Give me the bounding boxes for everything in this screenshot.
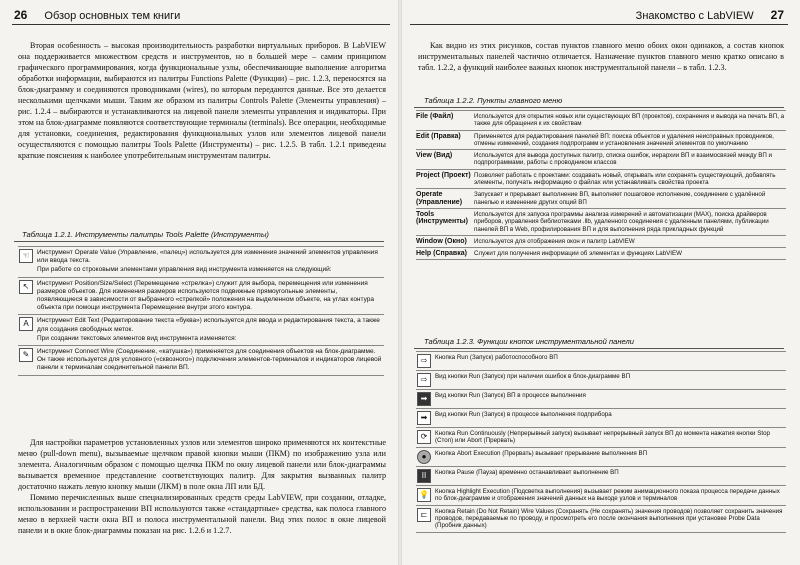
- paragraph: Помимо перечисленных выше специализированных средств среды LabVIEW, при создании, отладке, использовании и распространении ВП используются также «стандартные» средства, как полоса главного меню в верхней части окна ВП и полоса инструментальной панели. Вид этих полос в окне лицевой панели и в окне блок-диаграммы показан на рис. 1.2.6 и 1.2.7.: [18, 493, 386, 535]
- tool-description: Инструмент Connect Wire (Соединение, «катушка») применяется для соединения объектов на блок-диаграмме. Он также используется для условного («сквозного») подключения элементов-терминалов и индикаторов лицевой панели к терминалам соединительной панели ВП.: [37, 348, 382, 372]
- tool-description: Инструмент Operate Value (Управление, «палец») используется для изменения значений элементов управления или ввода текста.: [37, 249, 378, 265]
- text-tool-icon: A: [19, 317, 33, 331]
- table-row: [416, 169, 786, 189]
- operate-value-icon: ☜: [19, 249, 33, 263]
- menu-item-name: Tools (Инструменты): [416, 210, 468, 226]
- menu-item-description: Служит для получения информации об элементах и функциях LabVIEW: [474, 250, 682, 258]
- arrow-cursor-icon: ↖: [19, 280, 33, 294]
- table-row: [416, 427, 786, 447]
- table-row: [416, 188, 786, 208]
- table-row: [416, 130, 786, 150]
- table-caption: Таблица 1.2.3. Функции кнопок инструментальной панели: [424, 337, 635, 346]
- closing-text: [18, 437, 386, 536]
- caption-rule: [414, 348, 784, 349]
- button-description: Кнопка Run (Запуск) работоспособного ВП: [435, 354, 558, 361]
- right-page: [400, 0, 800, 565]
- button-description: Кнопка Highlight Execution (Подсветка выполнения) вызывает режим анимационного показа процесса передачи данных по блок-диаграмме и отображения значений данных на выходе узлов и терминалов: [435, 487, 780, 503]
- main-menu-table: [416, 110, 786, 260]
- table-row: [416, 485, 786, 505]
- paragraph: Как видно из этих рисунков, состав пунктов главного меню обоих окон одинаков, а состав кнопок инструментальных панелей частично отличается. Назначение пунктов главного меню кратко описано в табл. 1.2.2, а функций наиболее важных кнопок инструментальной панели – в табл. 1.2.3.: [418, 41, 784, 72]
- abort-execution-icon: ●: [417, 450, 431, 464]
- caption-rule: [414, 107, 784, 108]
- menu-item-description: Используется для вывода доступных палитр, списка ошибок, иерархии ВП и взаимосвязей между ВП и подпрограммами, работы с проводником классов: [474, 152, 773, 167]
- tool-description: Инструмент Edit Text (Редактирование текста «буква») используется для ввода и редактирования текста, а также для создания свободных меток.: [37, 317, 380, 333]
- table-row: [416, 235, 786, 247]
- running-arrow-icon: ➡: [417, 392, 431, 406]
- running-head: Обзор основных тем книги: [44, 10, 181, 22]
- table-row: [18, 246, 384, 277]
- table-row: [416, 408, 786, 427]
- table-row: [18, 345, 384, 376]
- table-row: [416, 208, 786, 235]
- table-row: [416, 247, 786, 260]
- menu-item-name: View (Вид): [416, 152, 453, 160]
- table-row: [416, 505, 786, 533]
- page-number: 27: [770, 8, 784, 22]
- menu-item-description: Применяется для редактирования панелей ВП: поиска объектов и удаления неисправных проводников, отмены изменений, создания подпрограмм и установления значений элементов по умолчанию: [474, 132, 774, 147]
- table-row: [416, 466, 786, 485]
- table-row: [416, 149, 786, 169]
- pause-icon: II: [417, 469, 431, 483]
- table-row: [416, 351, 786, 370]
- menu-item-description: Используется для открытия новых или существующих ВП (проектов), сохранения и вывода на печать ВП, а также для обращения к их свойствам: [474, 113, 785, 128]
- button-description: Вид кнопки Run (Запуск) при наличии ошибок в блок-диаграмме ВП: [435, 373, 631, 380]
- menu-item-description: Используется для запуска программы анализа измерений и автоматизации (MAX), поиска драйверов приборов, управления библиотеками .llb, удаленного соединения с удаленным панелями, публикации панелей ВП в Web, профилирования ВП и для выполнения ряда прикладных функций: [474, 210, 769, 233]
- button-description: Кнопка Retain (Do Not Retain) Wire Values (Сохранять (Не сохранять) значения проводов) позволяет сохранить значения проводов, передаваемые по проводу, и просмотреть его после окончания выполнения при установке Probe Data (Пробник данных): [435, 507, 783, 530]
- table-row: [416, 110, 786, 130]
- running-head: Знакомство с LabVIEW: [635, 10, 754, 22]
- button-description: Кнопка Pause (Пауза) временно останавливает выполнение ВП: [435, 468, 619, 476]
- caption-rule: [14, 241, 384, 242]
- intro-text: [418, 40, 784, 73]
- tool-note: При работе со строковыми элементами управления вид инструмента изменяется на следующий:: [37, 266, 332, 274]
- header-rule: [410, 24, 788, 25]
- toolbar-buttons-table: [416, 351, 786, 533]
- wire-spool-icon: ✎: [19, 348, 33, 362]
- broken-run-arrow-icon: ⇨: [417, 373, 431, 387]
- tool-note: При создании текстовых элементов вид инструмента изменяется:: [37, 334, 237, 342]
- button-description: Вид кнопки Run (Запуск) ВП в процессе выполнения: [435, 392, 586, 399]
- menu-item-name: Window (Окно): [416, 237, 467, 245]
- table-caption: Таблица 1.2.1. Инструменты палитры Tools Palette (Инструменты): [22, 230, 269, 239]
- intro-text: [18, 40, 386, 161]
- paragraph: Для настройки параметров установленных узлов или элементов широко применяются их контекстные меню (pull-down menu), вызываемые щелчком правой кнопки мыши (ПКМ) по изображению узла или элемента. Аналогичным образом с помощью щелчка ПКМ по окну лицевой панели или блок-диаграммы вызывается временное представление соответствующих палитр. Для закрытия вызванных палитр достаточно нажать левую кнопку мыши (ЛКМ) в поле окна ЛП или БД.: [18, 438, 386, 491]
- right-page-header: [636, 8, 784, 22]
- menu-item-description: Используется для отображения окон и палитр LabVIEW: [474, 237, 635, 245]
- header-rule: [12, 24, 390, 25]
- table-row: [416, 370, 786, 389]
- table-row: [416, 389, 786, 408]
- menu-item-description: Позволяет работать с проектами: создавать новый, открывать или сохранять существующий, добавлять элементы, получать информацию о файлах или устанавливать свойства проекта: [474, 171, 776, 187]
- paragraph: Вторая особенность – высокая производительность разработки виртуальных приборов. В LabVIEW она поддерживается множеством средств и инструментов, но в большей мере – самим принципом графического программирования, когда функциональные узлы, обеспечивающие выполнение алгоритма обработки информации, выбираются из палитры Functions Palette (Функции) – рис. 1.2.3, переносятся на блок-диаграмму и соединяются проводниками (wires), по которым передаются данные. Все это делается несколькими щелчками мыши. Таким же образом из палитры Controls Palette (Элементы управления) – рис. 1.2.4 – выбираются и устанавливаются на лицевой панели элементы управления и индикаторы. При этом на блок-диаграмме появляются соответствующие терминалы (terminals). Все операции, необходимые для установки, соединения, редактирования функциональных узлов или элементов лицевой панели осуществляются с помощью палитры Tools Palette (Инструменты) – рис. 1.2.5. В табл. 1.2.1 приведены краткие пояснения к наиболее употребительным инструментам палитры.: [18, 41, 386, 160]
- table-row: [416, 447, 786, 466]
- retain-wire-values-icon: ⊏: [417, 508, 431, 522]
- menu-item-description: Запускает и прерывает выполнение ВП, выполняет пошаговое исполнение, соединение с удалённой панелью и изменение других опций ВП: [474, 191, 766, 206]
- run-continuously-icon: ⟳: [417, 430, 431, 444]
- run-arrow-icon: ⇨: [417, 354, 431, 368]
- table-caption: Таблица 1.2.2. Пункты главного меню: [424, 96, 563, 105]
- left-page-header: [14, 8, 180, 22]
- menu-item-name: Operate (Управление): [416, 191, 463, 206]
- button-description: Кнопка Abort Execution (Прервать) вызывает прерывание выполнения ВП: [435, 449, 648, 457]
- table-row: [18, 277, 384, 315]
- subvi-running-arrow-icon: ➡: [417, 411, 431, 425]
- button-description: Вид кнопки Run (Запуск) в процессе выполнения подприбора: [435, 411, 612, 418]
- tools-table: [18, 246, 384, 376]
- tool-description: Инструмент Position/Size/Select (Перемещение «стрелка») служит для выбора, перемещения или изменения размеров объектов. Для изменения размеров используются подвижные прямоугольные элементы, появляющиеся в зависимости от выбранного «стрелкой» положения на выделенном объекте, на углах контура объекта при помощи инструмента Перемещение внутри этого контура.: [37, 279, 374, 312]
- page-number: 26: [14, 8, 28, 22]
- highlight-bulb-icon: 💡: [417, 488, 431, 502]
- menu-item-name: Project (Проект): [416, 171, 471, 179]
- menu-item-name: File (Файл): [416, 113, 454, 120]
- table-row: [18, 314, 384, 345]
- menu-item-name: Edit (Правка): [416, 132, 461, 140]
- button-description: Кнопка Run Continuously (Непрерывный запуск) вызывает непрерывный запуск ВП до момента нажатия кнопки Stop (Стоп) или Abort (Прервать): [435, 430, 770, 445]
- menu-item-name: Help (Справка): [416, 250, 467, 258]
